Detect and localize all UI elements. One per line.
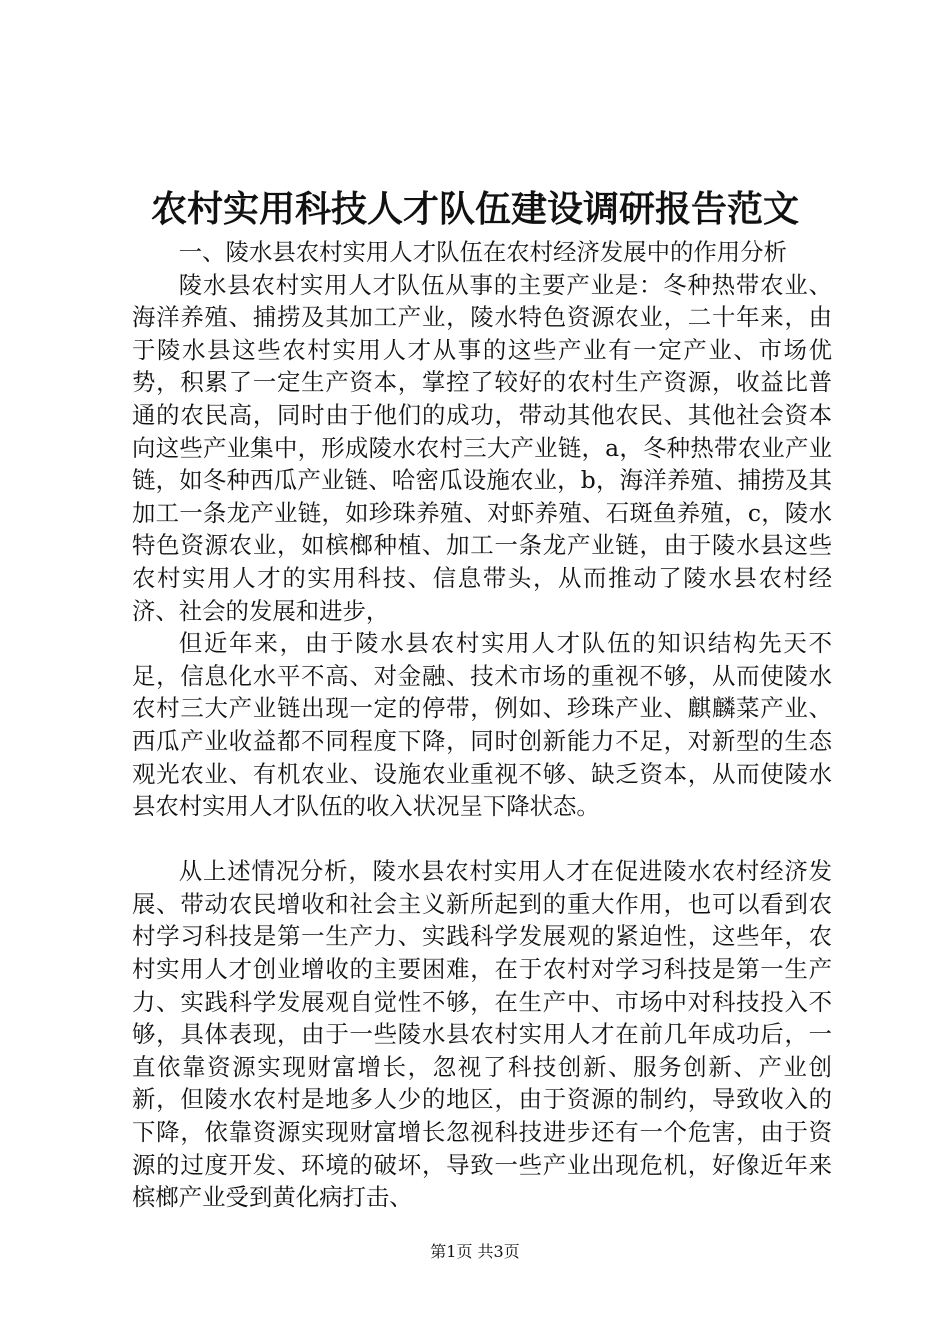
document-body: [132, 236, 832, 1214]
section-heading: 一、陵水县农村实用人才队伍在农村经济发展中的作用分析: [178, 238, 787, 266]
document-title: 农村实用科技人才队伍建设调研报告范文: [150, 188, 799, 230]
paragraph: 从上述情况分析，陵水县农村实用人才在促进陵水农村经济发展、带动农民增收和社会主义新所起到的重大作用，也可以看到农村学习科技是第一生产力、实践科学发展观的紧迫性，这些年，农村实用人才创业增收的主要困难，在于农村对学习科技是第一生产力、实践科学发展观自觉性不够，在生产中、市场中对科技投入不够，具体表现，由于一些陵水县农村实用人才在前几年成功后，一直依靠资源实现财富增长，忽视了科技创新、服务创新、产业创新，但陵水农村是地多人少的地区，由于资源的制约，导致收入的下降，依靠资源实现财富增长忽视科技进步还有一个危害，由于资源的过度开发、环境的破坏，导致一些产业出现危机，好像近年来槟榔产业受到黄化病打击、: [132, 857, 832, 1212]
page-number: 第1页 共3页: [430, 1242, 520, 1261]
paragraph: 但近年来，由于陵水县农村实用人才队伍的知识结构先天不足，信息化水平不高、对金融、技术市场的重视不够，从而使陵水农村三大产业链出现一定的停带，例如、珍珠产业、麒麟菜产业、西瓜产业收益都不同程度下降，同时创新能力不足，对新型的生态观光农业、有机农业、设施农业重视不够、缺乏资本，从而使陵水县农村实用人才队伍的收入状况呈下降状态。: [132, 629, 832, 821]
paragraph: 陵水县农村实用人才队伍从事的主要产业是：冬种热带农业、海洋养殖、捕捞及其加工产业，陵水特色资源农业，二十年来，由于陵水县这些农村实用人才从事的这些产业有一定产业、市场优势，积累了一定生产资本，掌控了较好的农村生产资源，收益比普通的农民高，同时由于他们的成功，带动其他农民、其他社会资本向这些产业集中，形成陵水农村三大产业链，a，冬种热带农业产业链，如冬种西瓜产业链、哈密瓜设施农业，b，海洋养殖、捕捞及其加工一条龙产业链，如珍珠养殖、对虾养殖、石斑鱼养殖，c，陵水特色资源农业，如槟榔种植、加工一条龙产业链，由于陵水县这些农村实用人才的实用科技、信息带头，从而推动了陵水县农村经济、社会的发展和进步，: [132, 270, 832, 625]
